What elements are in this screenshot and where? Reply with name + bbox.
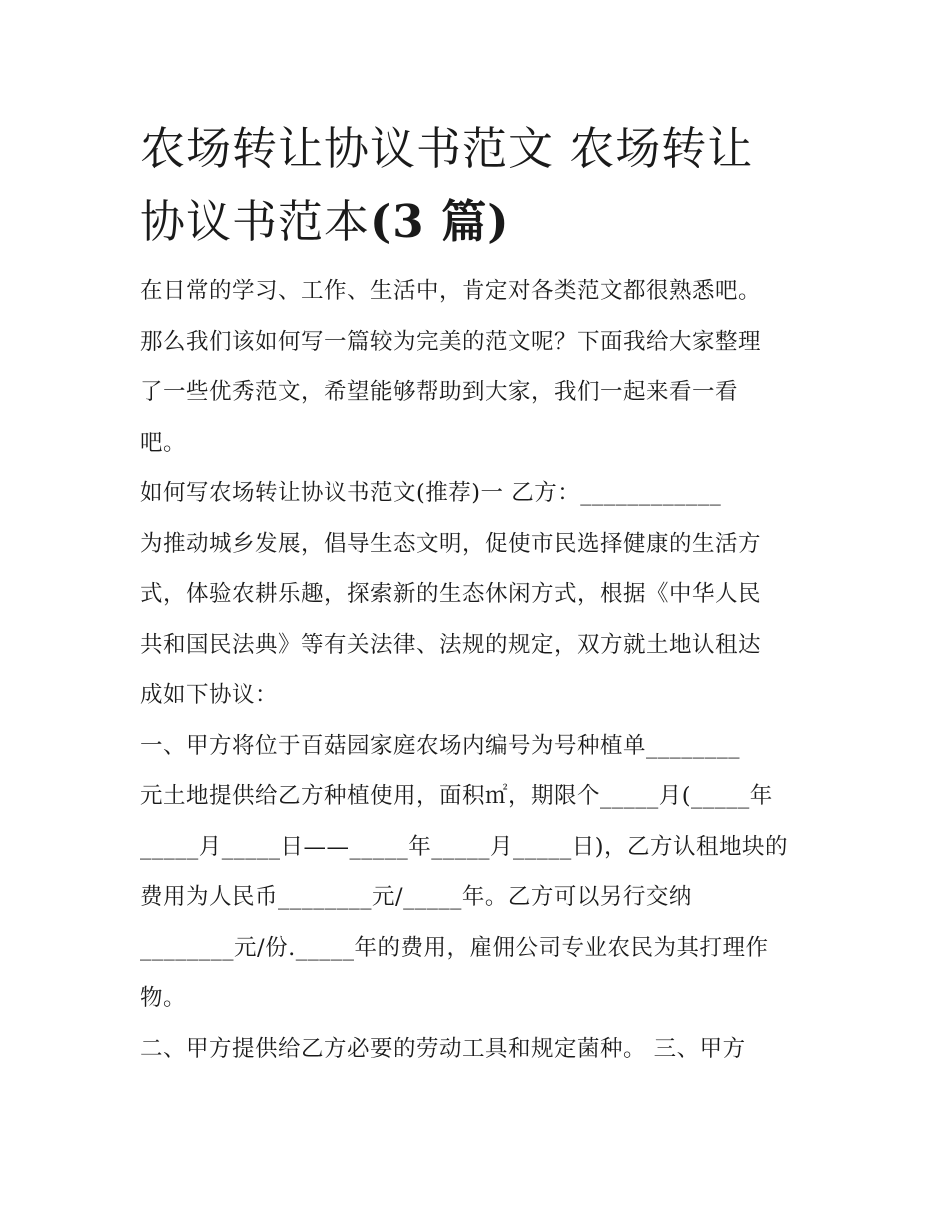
clause-line: 物。 bbox=[140, 985, 187, 1011]
body-line: 成如下协议： bbox=[140, 682, 279, 708]
title-line-2-text: 协议书范本 bbox=[140, 195, 371, 248]
body-line: 那么我们该如何写一篇较为完美的范文呢？下面我给大家整理 bbox=[140, 328, 762, 355]
document-title bbox=[140, 112, 820, 258]
section-heading: 如何写农场转让协议书范文(推荐)一 乙方：____________ bbox=[140, 480, 722, 506]
body-line: 为推动城乡发展，倡导生态文明，促使市民选择健康的生活方 bbox=[140, 530, 762, 557]
title-line-1: 农场转让协议书范文 农场转让 bbox=[140, 122, 754, 175]
document-body bbox=[140, 266, 820, 1074]
body-line: 共和国民法典》等有关法律、法规的规定，双方就土地认租达 bbox=[140, 631, 762, 658]
body-line: 式，体验农耕乐趣，探索新的生态休闲方式，根据《中华人民 bbox=[140, 581, 762, 607]
clause-line: _____月_____日——_____年_____月_____日)，乙方认租地块的 bbox=[140, 833, 789, 860]
clause-line: ________元/份._____年的费用，雇佣公司专业农民为其打理作 bbox=[140, 934, 769, 961]
clause-line: 元土地提供给乙方种植使用，面积㎡，期限个_____月(_____年 bbox=[140, 783, 773, 809]
clause-line: 一、甲方将位于百菇园家庭农场内编号为号种植单________ bbox=[140, 732, 741, 759]
body-line: 了一些优秀范文，希望能够帮助到大家，我们一起来看一看 bbox=[140, 379, 739, 405]
clause-line: 费用为人民币________元/_____年。乙方可以另行交纳 bbox=[140, 884, 692, 910]
title-line-2 bbox=[140, 185, 820, 258]
body-line: 吧。 bbox=[140, 429, 187, 456]
document-page bbox=[140, 112, 820, 1074]
body-line: 在日常的学习、工作、生活中，肯定对各类范文都很熟悉吧。 bbox=[140, 278, 762, 304]
title-count: (3 篇) bbox=[370, 195, 510, 248]
clause-line: 二、甲方提供给乙方必要的劳动工具和规定菌种。 三、甲方 bbox=[140, 1035, 746, 1062]
